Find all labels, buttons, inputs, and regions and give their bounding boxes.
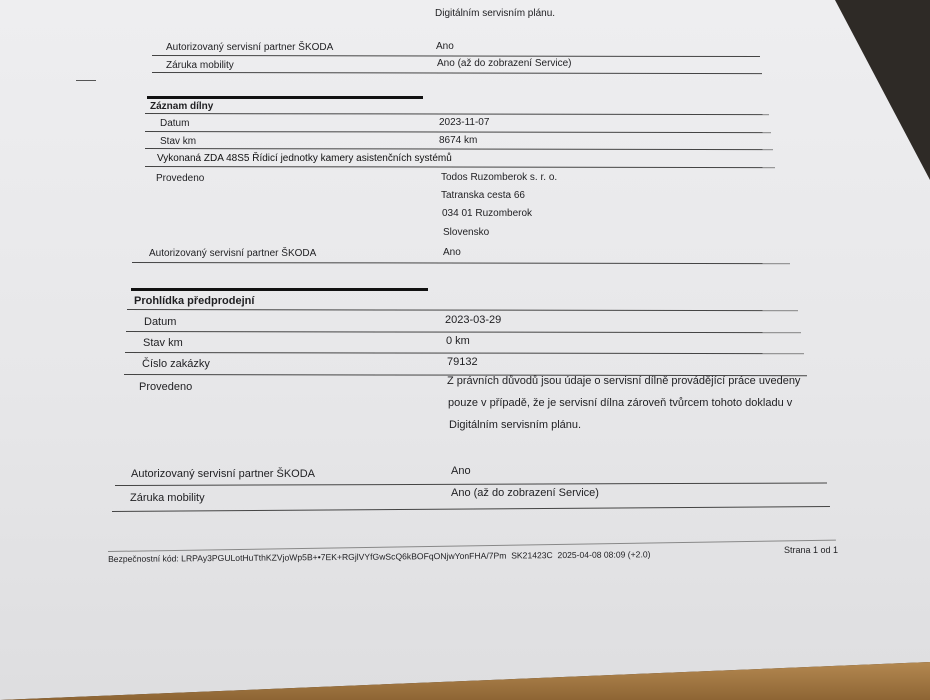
presale-done-line: Z právních důvodů jsou údaje o servisní dílně provádějící práce uvedeny: [447, 375, 801, 387]
workshop-done-line: Todos Ruzomberok s. r. o.: [441, 172, 558, 183]
workshop-partner-value: Ano: [443, 247, 461, 258]
security-label: Bezpečnostní kód:: [108, 553, 179, 564]
presale-mobility-label: Záruka mobility: [130, 492, 205, 504]
workshop-km-label: Stav km: [160, 136, 197, 147]
section-rule: [131, 288, 428, 291]
presale-order-value: 79132: [447, 356, 478, 368]
prev-partner-value: Ano: [436, 41, 454, 52]
prev-partner-label: Autorizovaný servisní partner ŠKODA: [166, 42, 334, 53]
workshop-km-value: 8674 km: [439, 135, 478, 146]
presale-order-label: Číslo zakázky: [142, 358, 210, 370]
workshop-work-line: Vykonaná ZDA 48S5 Řídicí jednotky kamery asistenčních systémů: [157, 153, 452, 164]
presale-done-label: Provedeno: [139, 381, 193, 393]
workshop-done-line: 034 01 Ruzomberok: [442, 208, 533, 219]
workshop-date-value: 2023-11-07: [439, 117, 490, 128]
workshop-partner-label: Autorizovaný servisní partner ŠKODA: [149, 248, 317, 259]
presale-partner-label: Autorizovaný servisní partner ŠKODA: [131, 468, 316, 480]
page-number: Strana 1 od 1: [784, 545, 839, 555]
presale-partner-value: Ano: [451, 465, 471, 477]
timestamp: 2025-04-08 08:09 (+2.0): [557, 549, 651, 561]
doc-id: SK21423C: [511, 550, 553, 561]
presale-date-value: 2023-03-29: [445, 314, 502, 326]
presale-mobility-value: Ano (až do zobrazení Service): [451, 487, 599, 499]
margin-mark: [76, 80, 96, 81]
workshop-done-line: Tatranska cesta 66: [441, 190, 525, 201]
workshop-done-line: Slovensko: [443, 227, 490, 238]
presale-title: Prohlídka předprodejní: [134, 295, 255, 307]
prev-mobility-label: Záruka mobility: [166, 60, 234, 71]
workshop-done-label: Provedeno: [156, 173, 205, 184]
presale-done-line: pouze v případě, že je servisní dílna zároveň tvůrcem tohoto dokladu v: [448, 397, 793, 409]
presale-km-label: Stav km: [143, 337, 183, 349]
top-note: Digitálním servisním plánu.: [435, 8, 556, 19]
workshop-title: Záznam dílny: [150, 101, 214, 112]
prev-mobility-value: Ano (až do zobrazení Service): [437, 58, 572, 69]
security-code: LRPAy3PGULotHuTthKZVjoWp5B+•7EK+RGjlVYfGwScQ6kBOFqONjwYonFHA/7Pm: [181, 550, 507, 564]
workshop-date-label: Datum: [160, 118, 190, 129]
presale-done-line: Digitálním servisním plánu.: [449, 419, 582, 431]
presale-date-label: Datum: [144, 316, 177, 328]
presale-km-value: 0 km: [446, 335, 470, 347]
section-rule: [147, 96, 423, 99]
